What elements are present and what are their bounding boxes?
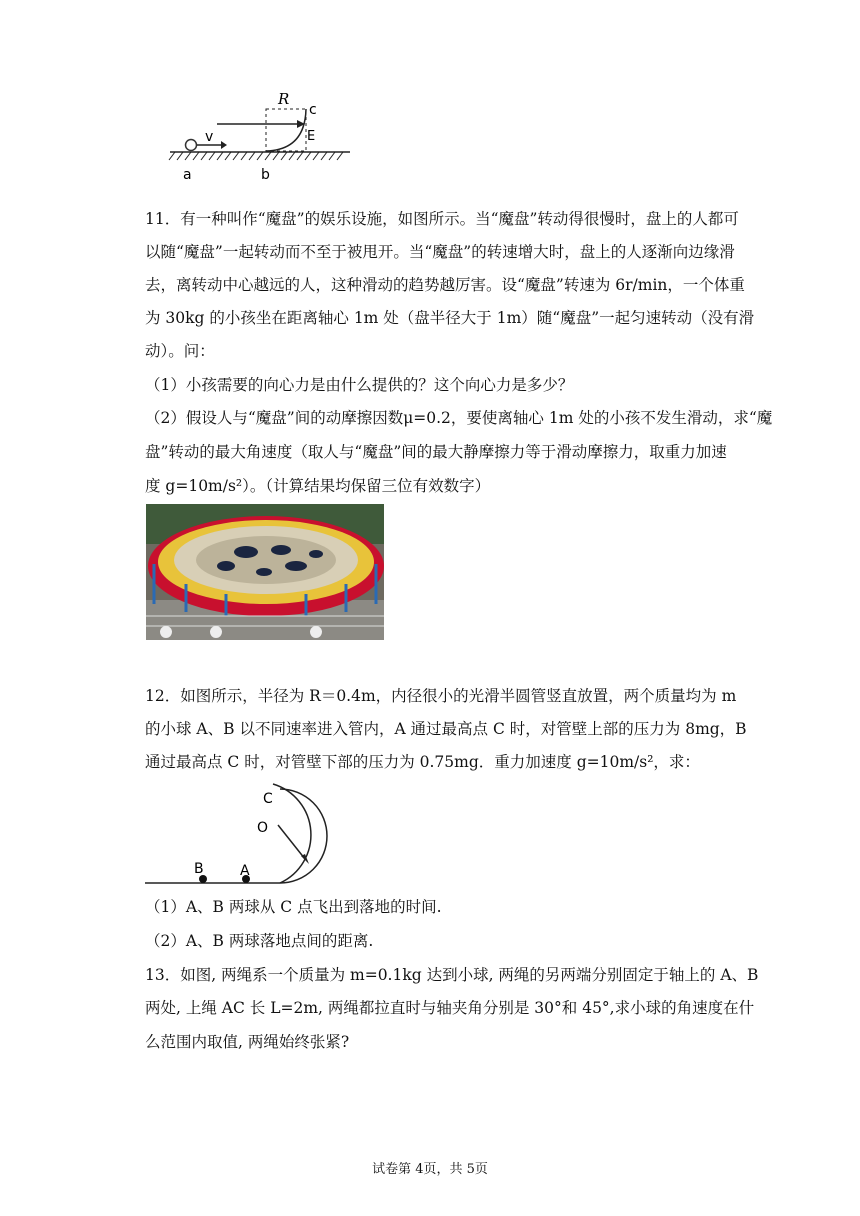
page-footer: 试卷第 4页，共 5页	[372, 1162, 488, 1177]
q12-sub-2: （2）A、B 两球落地点间的距离.	[145, 932, 374, 950]
q11-line-3: 去，离转动中心越远的人，这种滑动的趋势越厉害。设“魔盘”转速为 6r/min，一个体重	[145, 276, 745, 294]
q12-line-3: 通过最高点 C 时，对管壁下部的压力为 0.75mg．重力加速度 g=10m/s²，求：	[145, 753, 700, 771]
label-C: C	[263, 791, 273, 807]
magic-disk-photo	[146, 504, 384, 640]
label-E: E	[307, 129, 316, 144]
label-c: c	[309, 102, 317, 118]
label-R: R	[278, 90, 290, 108]
q13-line-3: 么范围内取值, 两绳始终张紧?	[145, 1033, 350, 1051]
q11-line-2: 以随“魔盘”一起转动而不至于被甩开。当“魔盘”的转速增大时，盘上的人逐渐向边缘滑	[145, 243, 735, 261]
q12-line-2: 的小球 A、B 以不同速率进入管内，A 通过最高点 C 时，对管壁上部的压力为 8mg，B	[145, 720, 747, 738]
ball	[186, 140, 197, 151]
q11-line-1: 11．有一种叫作“魔盘”的娱乐设施，如图所示。当“魔盘”转动得很慢时，盘上的人都可	[145, 210, 739, 228]
q12-sub-1: （1）A、B 两球从 C 点飞出到落地的时间.	[145, 898, 442, 916]
q13-line-2: 两处, 上绳 AC 长 L=2m, 两绳都拉直时与轴夹角分别是 30°和 45°,求小球的角速度在什	[145, 999, 755, 1017]
q11-line-5: 动）。问：	[145, 342, 215, 360]
q13-line-1: 13．如图, 两绳系一个质量为 m=0.1kg 达到小球, 两绳的另两端分别固定于轴上的 A、B	[145, 966, 759, 984]
q12-line-1: 12．如图所示，半径为 R＝0.4m，内径很小的光滑半圆管竖直放置，两个质量均为 m	[145, 687, 737, 705]
q11-sub-2-line-2: 盘”转动的最大角速度（取人与“魔盘”间的最大静摩擦力等于滑动摩擦力，取重力加速	[145, 443, 727, 461]
label-a: a	[183, 167, 192, 183]
q11-sub-1: （1）小孩需要的向心力是由什么提供的？这个向心力是多少？	[145, 376, 574, 394]
label-O: O	[257, 820, 269, 836]
semicircle-tube-figure	[145, 782, 345, 892]
q11-line-4: 为 30kg 的小孩坐在距离轴心 1m 处（盘半径大于 1m）随“魔盘”一起匀速转动（没有滑	[145, 309, 755, 327]
q11-sub-2-line-1: （2）假设人与“魔盘”间的动摩擦因数μ=0.2，要使离轴心 1m 处的小孩不发生滑动，求“魔	[145, 409, 773, 427]
track-figure	[165, 84, 365, 184]
label-B: B	[194, 861, 204, 877]
label-A: A	[240, 863, 250, 879]
label-b: b	[261, 167, 270, 183]
label-v: v	[205, 129, 214, 145]
q11-sub-2-line-3: 度 g=10m/s²）。（计算结果均保留三位有效数字）	[145, 477, 491, 495]
